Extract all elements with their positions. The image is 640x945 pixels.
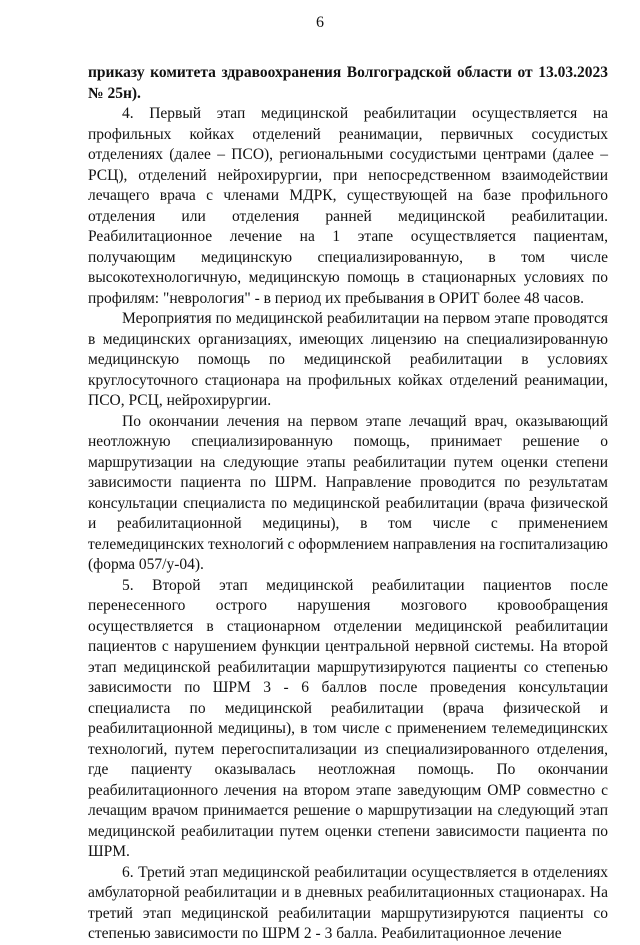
paragraph-stage-1-completion: По окончании лечения на первом этапе лечащий врач, оказывающий неотложную специализированную помощь, принимает решение о маршрутизации на следующие этапы реабилитации путем оценки степени зависимости пациента по ШРМ. Направление проводится по результатам консультации специалиста по медицинской реабилитации (врача физической и реабилитационной медицины), в том числе с применением телемедицинских технологий с оформлением направления на госпитализацию (форма 057/у-04).	[88, 412, 608, 573]
paragraph-stage-3: 6. Третий этап медицинской реабилитации осуществляется в отделениях амбулаторной реабилитации и в дневных реабилитационных стационарах. На третий этап медицинской реабилитации маршрутизируются пациенты со степенью зависимости по ШРМ 2 - 3 балла. Реабилитационное лечение	[88, 863, 608, 942]
page-number: 6	[316, 14, 324, 31]
paragraph-order-reference: приказу комитета здравоохранения Волгоградской области от 13.03.2023 № 25н).	[88, 64, 608, 102]
paragraph-stage-2: 5. Второй этап медицинской реабилитации пациентов после перенесенного острого нарушения мозгового кровообращения осуществляется в стационарном отделении медицинской реабилитации пациентов с нарушением функции центральной нервной системы. На второй этап медицинской реабилитации маршрутизируются пациенты со степенью зависимости по ШРМ 3 - 6 баллов после проведения консультации специалиста по медицинской реабилитации (врача физической и реабилитационной медицины), в том числе с применением телемедицинских технологий, путем перегоспитализации из специализированного отделения, где пациенту оказывалась неотложная помощь. По окончании реабилитационного лечения на втором этапе заведующим ОМР совместно с лечащим врачом принимается решение о маршрутизации на следующий этап медицинской реабилитации путем оценки степени зависимости пациента по ШРМ.	[88, 576, 608, 860]
paragraph-stage-1-activities: Мероприятия по медицинской реабилитации на первом этапе проводятся в медицинских организациях, имеющих лицензию на специализированную медицинскую помощь по медицинской реабилитации в условиях круглосуточного стационара на профильных койках отделений реанимации, ПСО, РСЦ, нейрохирургии.	[88, 310, 608, 409]
paragraph-stage-1: 4. Первый этап медицинской реабилитации осуществляется на профильных койках отделений реанимации, первичных сосудистых отделениях (далее – ПСО), региональными сосудистыми центрами (далее – РСЦ), отделений нейрохирургии, при непосредственном взаимодействии лечащего врача с членами МДРК, существующей на базе профильного отделения или отделения ранней медицинской реабилитации. Реабилитационное лечение на 1 этапе осуществляется пациентам, получающим медицинскую специализированную, в том числе высокотехнологичную, медицинскую помощь в стационарных условиях по профилям: "неврология" - в период их пребывания в ОРИТ более 48 часов.	[88, 105, 608, 307]
document-body	[88, 63, 608, 945]
